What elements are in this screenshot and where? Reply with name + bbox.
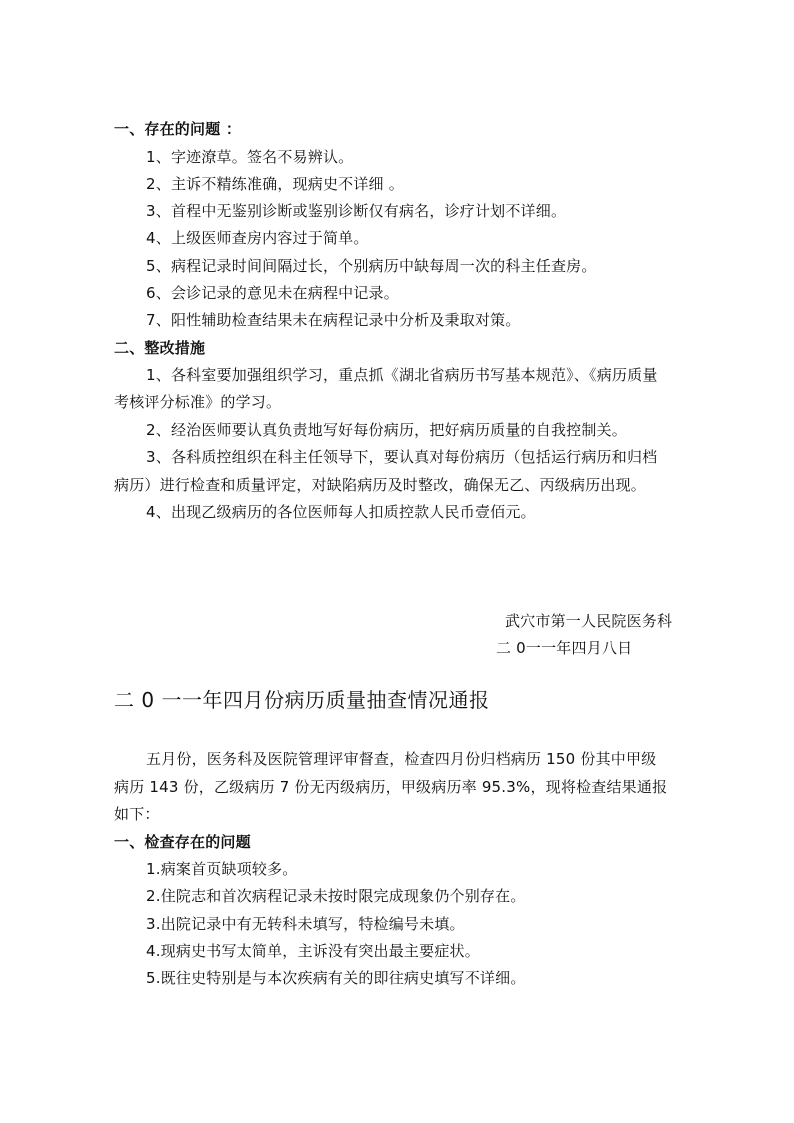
report-item: 3.出院记录中有无转科未填写，特检编号未填。 — [146, 915, 465, 933]
section2-line: 1、各科室要加强组织学习，重点抓《湖北省病历书写基本规范》、《病历质量 — [146, 366, 658, 384]
report-intro-line: 五月份，医务科及医院管理评审督查，检查四月份归档病历 150 份其中甲级 — [146, 750, 657, 768]
section1-heading: 一、存在的问题 ： — [114, 120, 242, 138]
report-item: 4.现病史书写太简单，主诉没有突出最主要症状。 — [146, 942, 480, 960]
section1-item: 7、阳性辅助检查结果未在病程记录中分析及秉取对策。 — [146, 311, 521, 329]
report-intro-line: 病历 143 份，乙级病历 7 份无丙级病历，甲级病历率 95.3%，现将检查结果通报 — [114, 778, 668, 796]
signature-org: 武穴市第一人民院医务科 — [505, 612, 673, 630]
section1-item: 1、字迹潦草。签名不易辨认。 — [146, 148, 354, 166]
section1-item: 3、首程中无鉴别诊断或鉴别诊断仅有病名，诊疗计划不详细。 — [146, 202, 567, 220]
section2-line: 2、经治医师要认真负责地写好每份病历，把好病历质量的自我控制关。 — [146, 421, 627, 439]
signature-date: 二 0一一年四月八日 — [496, 639, 633, 657]
section2-line: 4、出现乙级病历的各位医师每人扣质控款人民币壹佰元。 — [146, 503, 536, 521]
section2-line: 病历）进行检查和质量评定，对缺陷病历及时整改，确保无乙、丙级病历出现。 — [114, 476, 647, 494]
report-item: 1.病案首页缺项较多。 — [146, 860, 298, 878]
section2-heading: 二、整改措施 — [114, 339, 206, 357]
section2-line: 考核评分标准》的学习。 — [114, 393, 282, 411]
section1-item: 6、会诊记录的意见未在病程中记录。 — [146, 284, 399, 302]
section2-line: 3、各科质控组织在科主任领导下，要认真对每份病历（包括运行病历和归档 — [146, 448, 658, 466]
report-title: 二 0 一一年四月份病历质量抽查情况通报 — [114, 688, 490, 712]
report-item: 5.既往史特别是与本次疾病有关的即往病史填写不详细。 — [146, 969, 526, 987]
section1-item: 5、病程记录时间间隔过长，个别病历中缺每周一次的科主任查房。 — [146, 257, 597, 275]
report-heading: 一、检查存在的问题 — [114, 833, 251, 851]
report-intro-line: 如下： — [114, 805, 160, 823]
section1-item: 4、上级医师查房内容过于简单。 — [146, 229, 369, 247]
report-item: 2.住院志和首次病程记录未按时限完成现象仍个别存在。 — [146, 887, 526, 905]
section1-item: 2、主诉不精练准确，现病史不详细 。 — [146, 175, 404, 193]
